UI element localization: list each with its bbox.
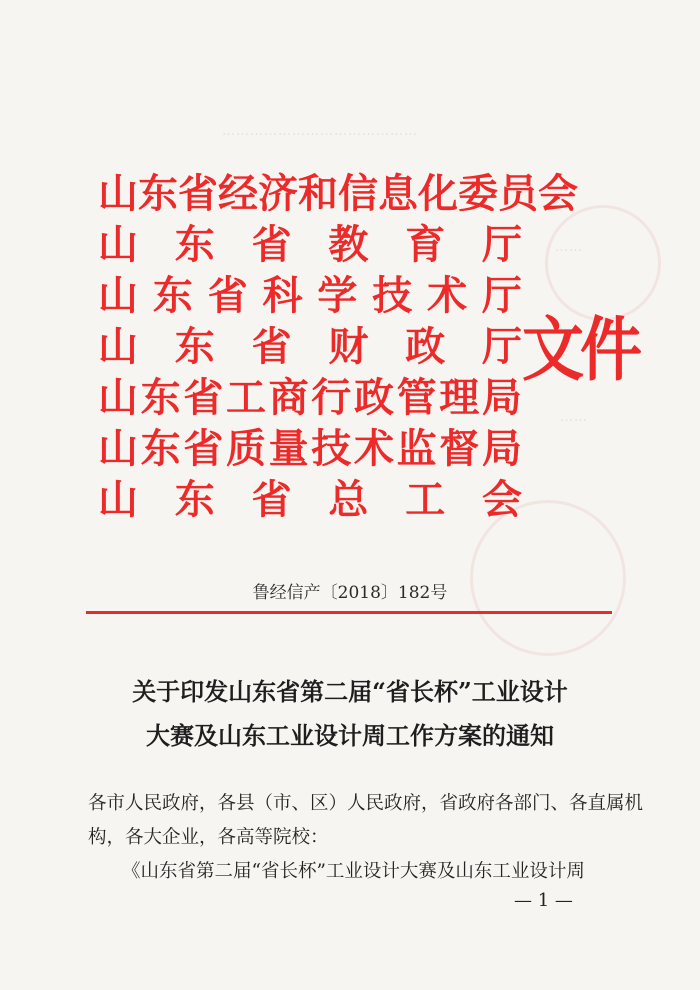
issuer-char: 技 <box>372 272 413 319</box>
issuer-char: 山 <box>98 425 138 472</box>
issuer-char: 督 <box>439 425 480 472</box>
issuing-authorities <box>98 168 578 525</box>
issuer-char: 山 <box>98 476 138 523</box>
body-text-line-3: 《山东省第二届“省长杯”工业设计大赛及山东工业设计周 <box>122 861 585 882</box>
issuer-char: 山 <box>98 221 138 268</box>
issuer-char: 省 <box>183 374 224 421</box>
issuer-char: 省 <box>251 476 292 523</box>
issuer-char: 经 <box>218 170 258 217</box>
issuer-char: 山 <box>98 170 138 217</box>
issuer-char: 总 <box>328 476 369 523</box>
issuer-char: 会 <box>538 170 578 217</box>
issuer-char: 和 <box>298 170 338 217</box>
issuer-char: 技 <box>311 425 352 472</box>
issuer-char: 东 <box>152 272 193 319</box>
document-number: 鲁经信产〔2018〕182号 <box>252 583 448 603</box>
issuer-char: 东 <box>174 323 215 370</box>
issuer-char: 工 <box>225 374 266 421</box>
issuer-char: 管 <box>396 374 437 421</box>
issuer-char: 东 <box>174 221 215 268</box>
issuer-1 <box>98 168 578 219</box>
issuer-char: 财 <box>328 323 369 370</box>
issuer-char: 质 <box>225 425 266 472</box>
issuer-char: 商 <box>268 374 309 421</box>
issuer-char: 厅 <box>481 272 522 319</box>
issuer-char: 育 <box>405 221 446 268</box>
body-text-line-1: 各市人民政府，各县（市、区）人民政府，省政府各部门、各直属机 <box>88 793 644 814</box>
issuer-char: 科 <box>262 272 303 319</box>
issuer-char: 术 <box>353 425 394 472</box>
issuer-char: 东 <box>174 476 215 523</box>
issuer-char: 学 <box>317 272 358 319</box>
bleed-through-text: …………………………………… <box>222 124 418 139</box>
issuer-char: 省 <box>183 425 224 472</box>
issuer-char: 政 <box>405 323 446 370</box>
issuer-char: 行 <box>311 374 352 421</box>
issuer-3 <box>98 270 522 321</box>
issuer-char: 量 <box>268 425 309 472</box>
document-suffix: 文件 <box>522 308 639 391</box>
issuer-char: 东 <box>140 374 181 421</box>
bleed-through-text: …… <box>555 240 583 255</box>
issuer-char: 工 <box>405 476 446 523</box>
bleed-through-seal <box>545 205 661 321</box>
issuer-char: 员 <box>498 170 538 217</box>
issuer-char: 局 <box>481 425 522 472</box>
issuer-7 <box>98 474 522 525</box>
issuer-2 <box>98 219 522 270</box>
page-number: — 1 — <box>514 890 573 911</box>
issuer-char: 政 <box>353 374 394 421</box>
issuer-char: 理 <box>439 374 480 421</box>
issuer-char: 省 <box>251 323 292 370</box>
issuer-char: 东 <box>140 425 181 472</box>
issuer-char: 东 <box>138 170 178 217</box>
issuer-char: 省 <box>251 221 292 268</box>
issuer-6 <box>98 423 522 474</box>
issuer-char: 息 <box>378 170 418 217</box>
issuer-char: 信 <box>338 170 378 217</box>
issuer-char: 化 <box>418 170 458 217</box>
notice-title-line-2: 大赛及山东工业设计周工作方案的通知 <box>146 721 554 750</box>
body-text-line-2: 构，各大企业，各高等院校： <box>88 827 329 848</box>
issuer-char: 监 <box>396 425 437 472</box>
issuer-5 <box>98 372 522 423</box>
issuer-char: 会 <box>481 476 522 523</box>
issuer-char: 厅 <box>481 221 522 268</box>
issuer-char: 省 <box>207 272 248 319</box>
issuer-char: 山 <box>98 323 138 370</box>
issuer-char: 局 <box>481 374 522 421</box>
issuer-char: 教 <box>328 221 369 268</box>
issuer-char: 省 <box>178 170 218 217</box>
issuer-char: 济 <box>258 170 298 217</box>
issuer-4 <box>98 321 522 372</box>
bleed-through-text: …… <box>560 410 588 425</box>
issuer-char: 委 <box>458 170 498 217</box>
notice-title-line-1: 关于印发山东省第二届“省长杯”工业设计 <box>132 677 568 706</box>
issuer-char: 厅 <box>481 323 522 370</box>
issuer-char: 山 <box>98 374 138 421</box>
red-divider-line <box>86 611 612 614</box>
issuer-char: 术 <box>427 272 468 319</box>
issuer-char: 山 <box>98 272 138 319</box>
